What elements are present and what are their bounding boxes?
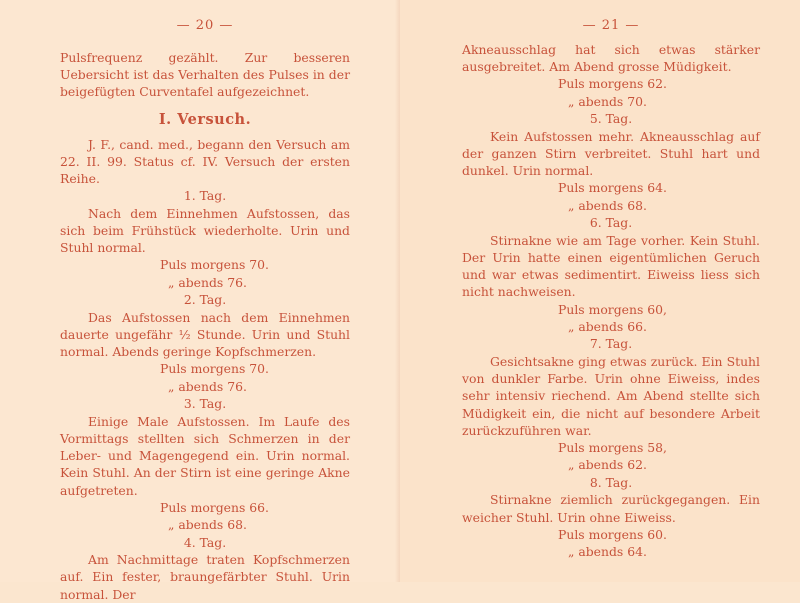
- page-number-right: — 21 —: [582, 18, 640, 33]
- pulse-morning: Puls morgens 70.: [160, 257, 269, 273]
- pulse-evening: „ abends 68.: [568, 197, 647, 213]
- day-heading: 3. Tag.: [183, 396, 227, 412]
- pulse-morning: Puls morgens 60.: [558, 526, 667, 542]
- right-page: [400, 0, 800, 582]
- day-text: Am Nachmittage traten Kopfschmerzen auf. Ein fester, braungefärbter Stuhl. Urin normal. Der: [60, 552, 350, 602]
- pulse-evening: „ abends 76.: [168, 378, 247, 394]
- pulse-evening: „ abends 62.: [568, 457, 647, 473]
- pulse-evening: „ abends 66.: [568, 319, 647, 335]
- day-text: Gesichtsakne ging etwas zurück. Ein Stuhl von dunkler Farbe. Urin ohne Eiweiss, indes sehr intensiv riechend. Am Abend stellte sich Müdigkeit ein, die nicht auf besondere Arbeit zurückzuführen war.: [462, 354, 760, 438]
- left-page: [0, 0, 400, 602]
- intro-paragraph: Pulsfrequenz gezählt. Zur besseren Uebersicht ist das Verhalten des Pulses in der beigefügten Curventafel aufgezeichnet.: [60, 50, 350, 100]
- pulse-morning: Puls morgens 64.: [558, 180, 667, 196]
- pulse-morning: Puls morgens 66.: [160, 499, 269, 515]
- day-text: Einige Male Aufstossen. Im Laufe des Vormittags stellten sich Schmerzen in der Leber- und Magengegend ein. Urin normal. Kein Stuhl. An der Stirn ist eine geringe Akne aufgetreten.: [60, 413, 350, 498]
- day-text: Nach dem Einnehmen Aufstossen, das sich beim Frühstück wiederholte. Urin und Stuhl normal.: [60, 205, 350, 256]
- day-heading: 1. Tag.: [183, 188, 227, 204]
- page-number-left: — 20 —: [176, 18, 234, 33]
- pulse-evening: „ abends 76.: [168, 274, 247, 290]
- day-text: Das Aufstossen nach dem Einnehmen dauerte ungefähr ½ Stunde. Urin und Stuhl normal. Abends geringe Kopfschmerzen.: [60, 309, 350, 360]
- pulse-morning: Puls morgens 62.: [558, 76, 667, 92]
- day-heading: 8. Tag.: [589, 474, 633, 490]
- day-text: Stirnakne wie am Tage vorher. Kein Stuhl. Der Urin hatte einen eigentümlichen Geruch und war etwas sedimentirt. Eiweiss liess sich nicht nachweisen.: [462, 232, 760, 300]
- day-heading: 7. Tag.: [589, 336, 633, 352]
- pulse-morning: Puls morgens 60,: [558, 301, 667, 317]
- pulse-evening: „ abends 70.: [568, 93, 647, 109]
- day-text: Kein Aufstossen mehr. Akneausschlag auf der ganzen Stirn verbreitet. Stuhl hart und dunkel. Urin normal.: [462, 128, 760, 179]
- pulse-evening: „ abends 64.: [568, 544, 647, 560]
- day-heading: 2. Tag.: [183, 292, 227, 308]
- day-heading: 4. Tag.: [183, 534, 227, 550]
- day-heading: 6. Tag.: [589, 215, 633, 231]
- lead-paragraph: J. F., cand. med., begann den Versuch am 22. II. 99. Status cf. IV. Versuch der ersten Reihe.: [60, 136, 350, 187]
- day-text: Stirnakne ziemlich zurückgegangen. Ein weicher Stuhl. Urin ohne Eiweiss.: [462, 492, 760, 525]
- section-heading: I. Versuch.: [158, 110, 252, 128]
- continued-paragraph: Akneausschlag hat sich etwas stärker ausgebreitet. Am Abend grosse Müdigkeit.: [462, 42, 760, 75]
- pulse-evening: „ abends 68.: [168, 517, 247, 533]
- pulse-morning: Puls morgens 58,: [558, 440, 667, 456]
- day-heading: 5. Tag.: [589, 111, 633, 127]
- pulse-morning: Puls morgens 70.: [160, 361, 269, 377]
